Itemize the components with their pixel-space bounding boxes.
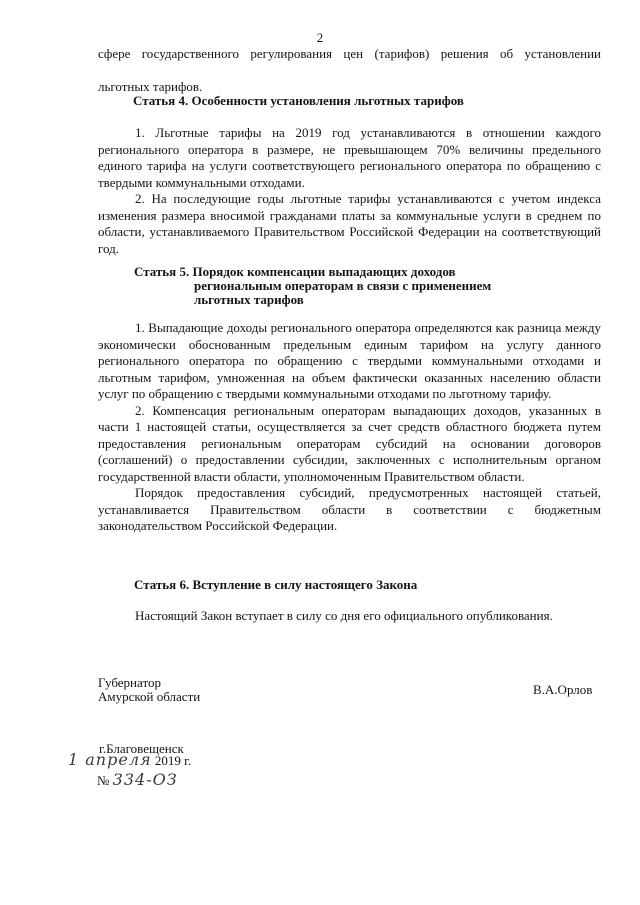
governor-title-line-2: Амурской области: [98, 689, 201, 704]
handwritten-law-number: 334-ОЗ: [112, 770, 178, 789]
article-4-paragraph-2: 2. На последующие годы льготные тарифы устанавливаются с учетом индекса изменения размера вносимой гражданами платы за коммунальные услуги в среднем по области, устанавливаемого Правительством Российской Федерации на соответствующий год.: [98, 191, 601, 256]
intro-line-1: сфере государственного регулирования цен (тарифов) решения об установлении: [98, 46, 601, 61]
governor-name: В.А.Орлов: [533, 682, 593, 697]
signing-date: [68, 750, 192, 769]
article-5-paragraph-2: 2. Компенсация региональным операторам выпадающих доходов, указанных в части 1 настоящей статьи, осуществляется за счет средств областного бюджета путем предоставления региональным операторам субсидий на основании договоров (соглашений) о предоставлении субсидии, заключенных с исполнительным органом государственной власти области, уполномоченным Правительством области.: [98, 402, 601, 484]
page-number: 2: [316, 30, 324, 45]
article-5-heading: [134, 265, 491, 307]
intro-paragraph: [98, 46, 601, 96]
article-5-heading-line-2: региональным операторам в связи с применением: [194, 278, 492, 293]
article-5-body: [98, 320, 601, 535]
law-number: [97, 770, 178, 789]
article-4-body: [98, 125, 601, 257]
article-5-paragraph-1: 1. Выпадающие доходы регионального оператора определяются как разница между экономически обоснованным предельным единым тарифом на услугу данного регионального оператора по обращению с твердыми коммунальными отходами и льготным тарифом, умноженная на объем фактически оказанных населению области услуг по обращению с твердыми коммунальными отходами по льготному тарифу.: [98, 320, 601, 401]
article-5-heading-line-3: льготных тарифов: [194, 292, 304, 307]
article-4-paragraph-1: 1. Льготные тарифы на 2019 год устанавливаются в отношении каждого регионального оператора в размере, не превышающем 70% величины предельного единого тарифа на услуги соответствующего регионального оператора по обращению с твердыми коммунальными отходами.: [98, 125, 601, 190]
article-6-body: [98, 608, 601, 625]
intro-line-2: льготных тарифов.: [98, 79, 203, 94]
place-of-signing: г.Благовещенск: [99, 741, 184, 756]
governor-title: [98, 676, 200, 704]
article-6-paragraph-1: Настоящий Закон вступает в силу со дня его официального опубликования.: [135, 608, 553, 623]
governor-title-line-1: Губернатор: [98, 675, 161, 690]
signing-year: 2019 г.: [154, 753, 192, 768]
article-5-heading-line-1: Статья 5. Порядок компенсации выпадающих доходов: [134, 264, 456, 279]
number-sign: №: [97, 773, 110, 788]
article-4-heading: Статья 4. Особенности установления льготных тарифов: [133, 93, 464, 108]
handwritten-date: 1 апреля: [68, 750, 152, 769]
article-6-heading: Статья 6. Вступление в силу настоящего Закона: [134, 577, 418, 592]
article-5-paragraph-3: Порядок предоставления субсидий, предусмотренных настоящей статьей, устанавливается Правительством области в соответствии с бюджетным законодательством Российской Федерации.: [98, 485, 601, 533]
